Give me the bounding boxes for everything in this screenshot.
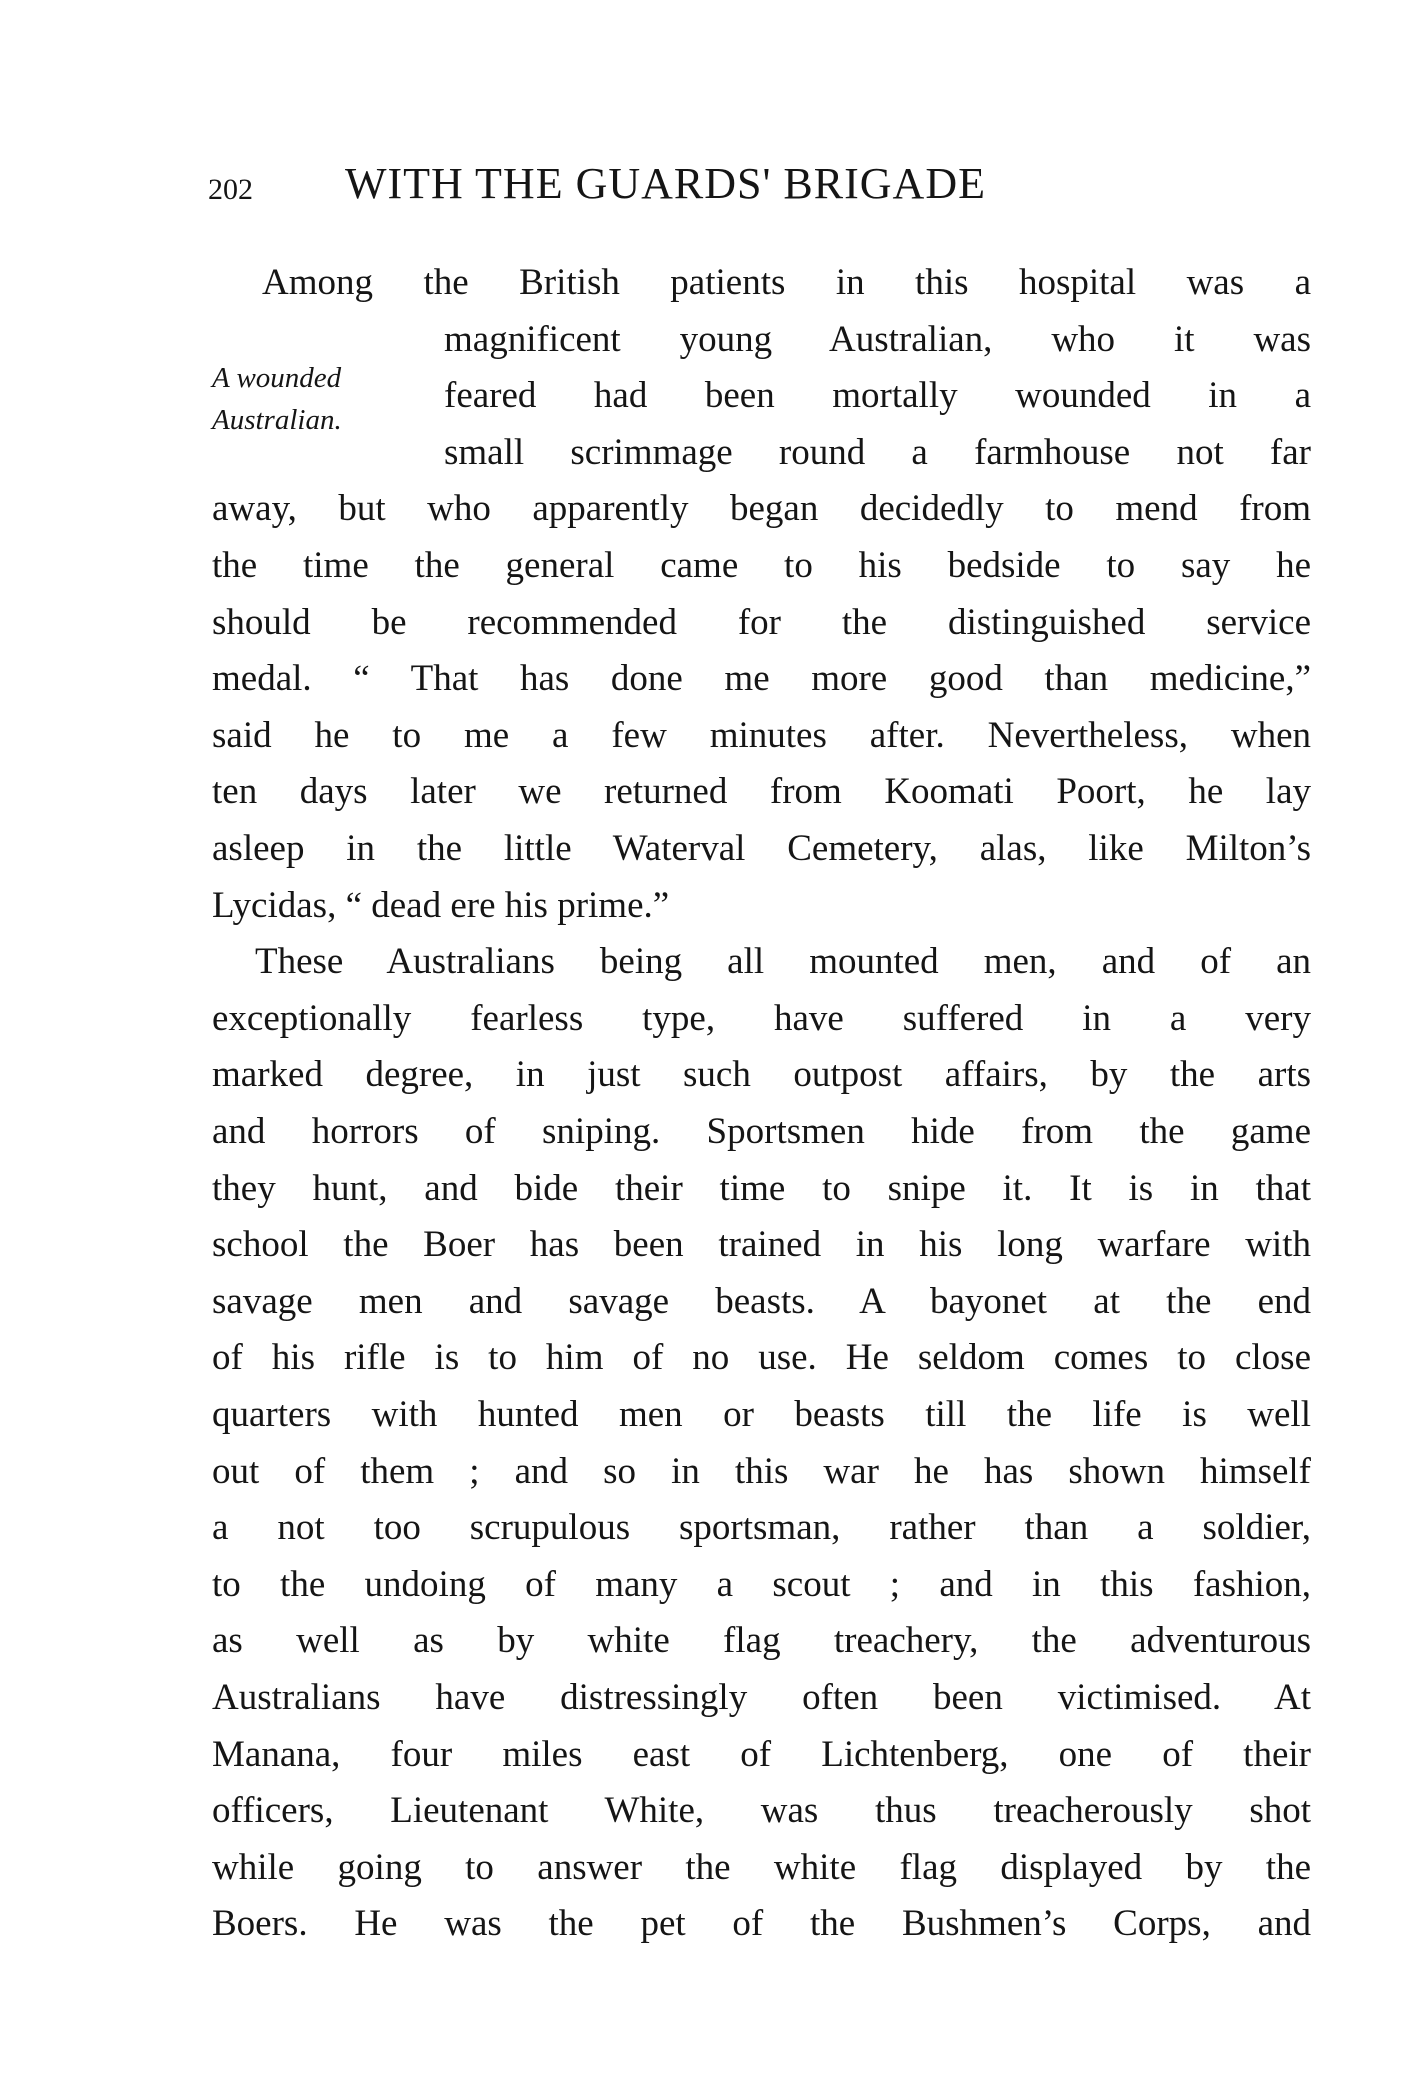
text-line: Lycidas, “ dead ere his prime.” <box>212 884 670 926</box>
text-line: Boers. He was the pet of the Bushmen’s Corps, and <box>212 1903 1311 1945</box>
text-line: as well as by white flag treachery, the adventurous <box>212 1620 1311 1662</box>
text-line: Manana, four miles east of Lichtenberg, one of their <box>212 1733 1311 1775</box>
text-line: away, but who apparently began decidedly to mend from <box>212 488 1311 530</box>
margin-note-line: A wounded <box>212 362 342 394</box>
text-line: school the Boer has been trained in his long warfare with <box>212 1224 1311 1266</box>
text-line: to the undoing of many a scout ; and in this fashion, <box>212 1563 1311 1605</box>
text-line: small scrimmage round a farmhouse not far <box>444 431 1311 473</box>
text-line: and horrors of sniping. Sportsmen hide from the game <box>212 1111 1311 1152</box>
text-line: officers, Lieutenant White, was thus treacherously shot <box>212 1790 1311 1832</box>
text-line: asleep in the little Waterval Cemetery, alas, like Milton’s <box>212 828 1311 869</box>
text-line: exceptionally fearless type, have suffered in a very <box>212 997 1311 1039</box>
text-line: These Australians being all mounted men, and of an <box>255 941 1311 983</box>
text-line: out of them ; and so in this war he has shown himself <box>212 1450 1311 1492</box>
text-line: ten days later we returned from Koomati Poort, he lay <box>212 771 1311 813</box>
text-line: feared had been mortally wounded in a <box>444 375 1311 417</box>
text-line: of his rifle is to him of no use. He seldom comes to close <box>212 1337 1311 1379</box>
running-title: WITH THE GUARDS' BRIGADE <box>345 159 986 208</box>
text-line: the time the general came to his bedside to say he <box>212 545 1311 586</box>
text-line: while going to answer the white flag displayed by the <box>212 1846 1311 1888</box>
text-line: a not too scrupulous sportsman, rather than a soldier, <box>212 1507 1311 1549</box>
margin-note-line: Australian. <box>212 404 342 436</box>
text-line: should be recommended for the distinguished service <box>212 601 1311 643</box>
text-line: magnificent young Australian, who it was <box>444 318 1311 360</box>
text-line: said he to me a few minutes after. Nevertheless, when <box>212 714 1311 756</box>
page-number: 202 <box>208 173 253 206</box>
text-line: savage men and savage beasts. A bayonet at the end <box>212 1280 1311 1322</box>
text-line: quarters with hunted men or beasts till the life is well <box>212 1394 1311 1435</box>
text-line: medal. “ That has done me more good than medicine,” <box>212 658 1311 700</box>
text-line: Among the British patients in this hospital was a <box>262 262 1311 303</box>
text-line: marked degree, in just such outpost affairs, by the arts <box>212 1054 1311 1096</box>
text-line: Australians have distressingly often been victimised. At <box>212 1677 1311 1718</box>
text-line: they hunt, and bide their time to snipe it. It is in that <box>212 1167 1311 1209</box>
